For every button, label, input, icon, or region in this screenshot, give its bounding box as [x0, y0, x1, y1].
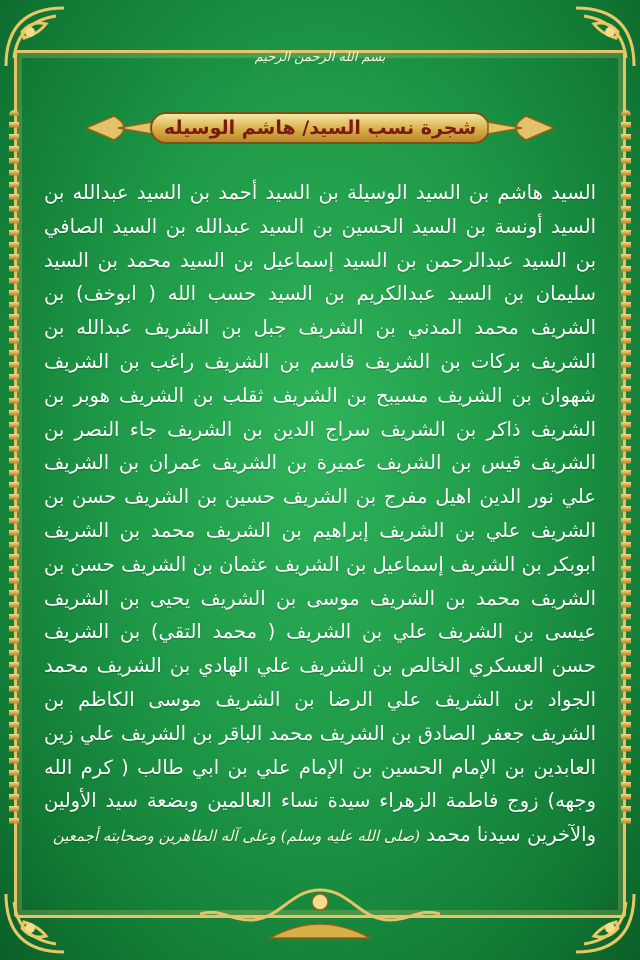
title-arrow-icon: [84, 112, 154, 144]
lineage-text: [44, 176, 596, 854]
right-bead-border: [621, 110, 631, 830]
corner-flourish-icon: [570, 888, 640, 958]
lineage-body: السيد هاشم بن السيد الوسيلة بن السيد أحمد بن السيد عبدالله بن السيد أونسة بن السيد الحسين بن السيد عبدالله بن السيد الصافي بن السيد عبدالرحمن بن السيد إسماعيل بن السيد محمد بن السيد سليمان بن السيد عبدالكريم بن السيد حسب الله ( ابوخف) بن الشريف محمد المدني بن الشريف جبل بن الشريف عبدالله بن الشريف بركات بن الشريف قاسم بن الشريف راغب بن الشريف شهوان بن الشريف مسيبح بن الشريف ثقلب بن الشريف هوبر بن الشريف ذاكر بن الشريف سراج الدين بن الشريف جاء النصر بن الشريف قيس بن الشريف عميرة بن الشريف عمران بن الشريف علي نور الدين اهيل مفرج بن الشريف حسين بن الشريف حسن بن الشريف علي بن الشريف إبراهيم بن الشريف محمد بن الشريف ابوبكر بن الشريف إسماعيل بن الشريف عثمان بن الشريف حسن بن الشريف محمد بن الشريف موسى بن الشريف يحيى بن الشريف عيسى بن الشريف علي بن الشريف ( محمد التقي) بن الشريف حسن العسكري الخالص بن الشريف علي الهادي بن الشريف محمد الجواد بن الشريف علي الرضا بن الشريف موسى الكاظم بن الشريف جعفر الصادق بن الشريف محمد الباقر بن الشريف علي زين العابدين بن الإمام الحسين بن الإمام علي بن ابي طالب ( كرم الله وجهه) زوج فاطمة الزهراء سيدة نساء العالمين وبضعة سيد الأولين والآخرين سيدنا محمد: [44, 181, 596, 847]
title-arrow-icon: [486, 112, 556, 144]
left-bead-border: [9, 110, 19, 830]
corner-flourish-icon: [0, 888, 70, 958]
title-banner: [0, 108, 640, 148]
closing-blessing: (صلى الله عليه وسلم) وعلى آله الطاهرين وصحابته أجمعين: [52, 827, 420, 846]
page-title: شجرة نسب السيد/ هاشم الوسيله: [150, 112, 490, 144]
bottom-scroll-icon: [190, 880, 450, 950]
basmala: بسم الله الرحمن الرحيم: [254, 50, 386, 65]
